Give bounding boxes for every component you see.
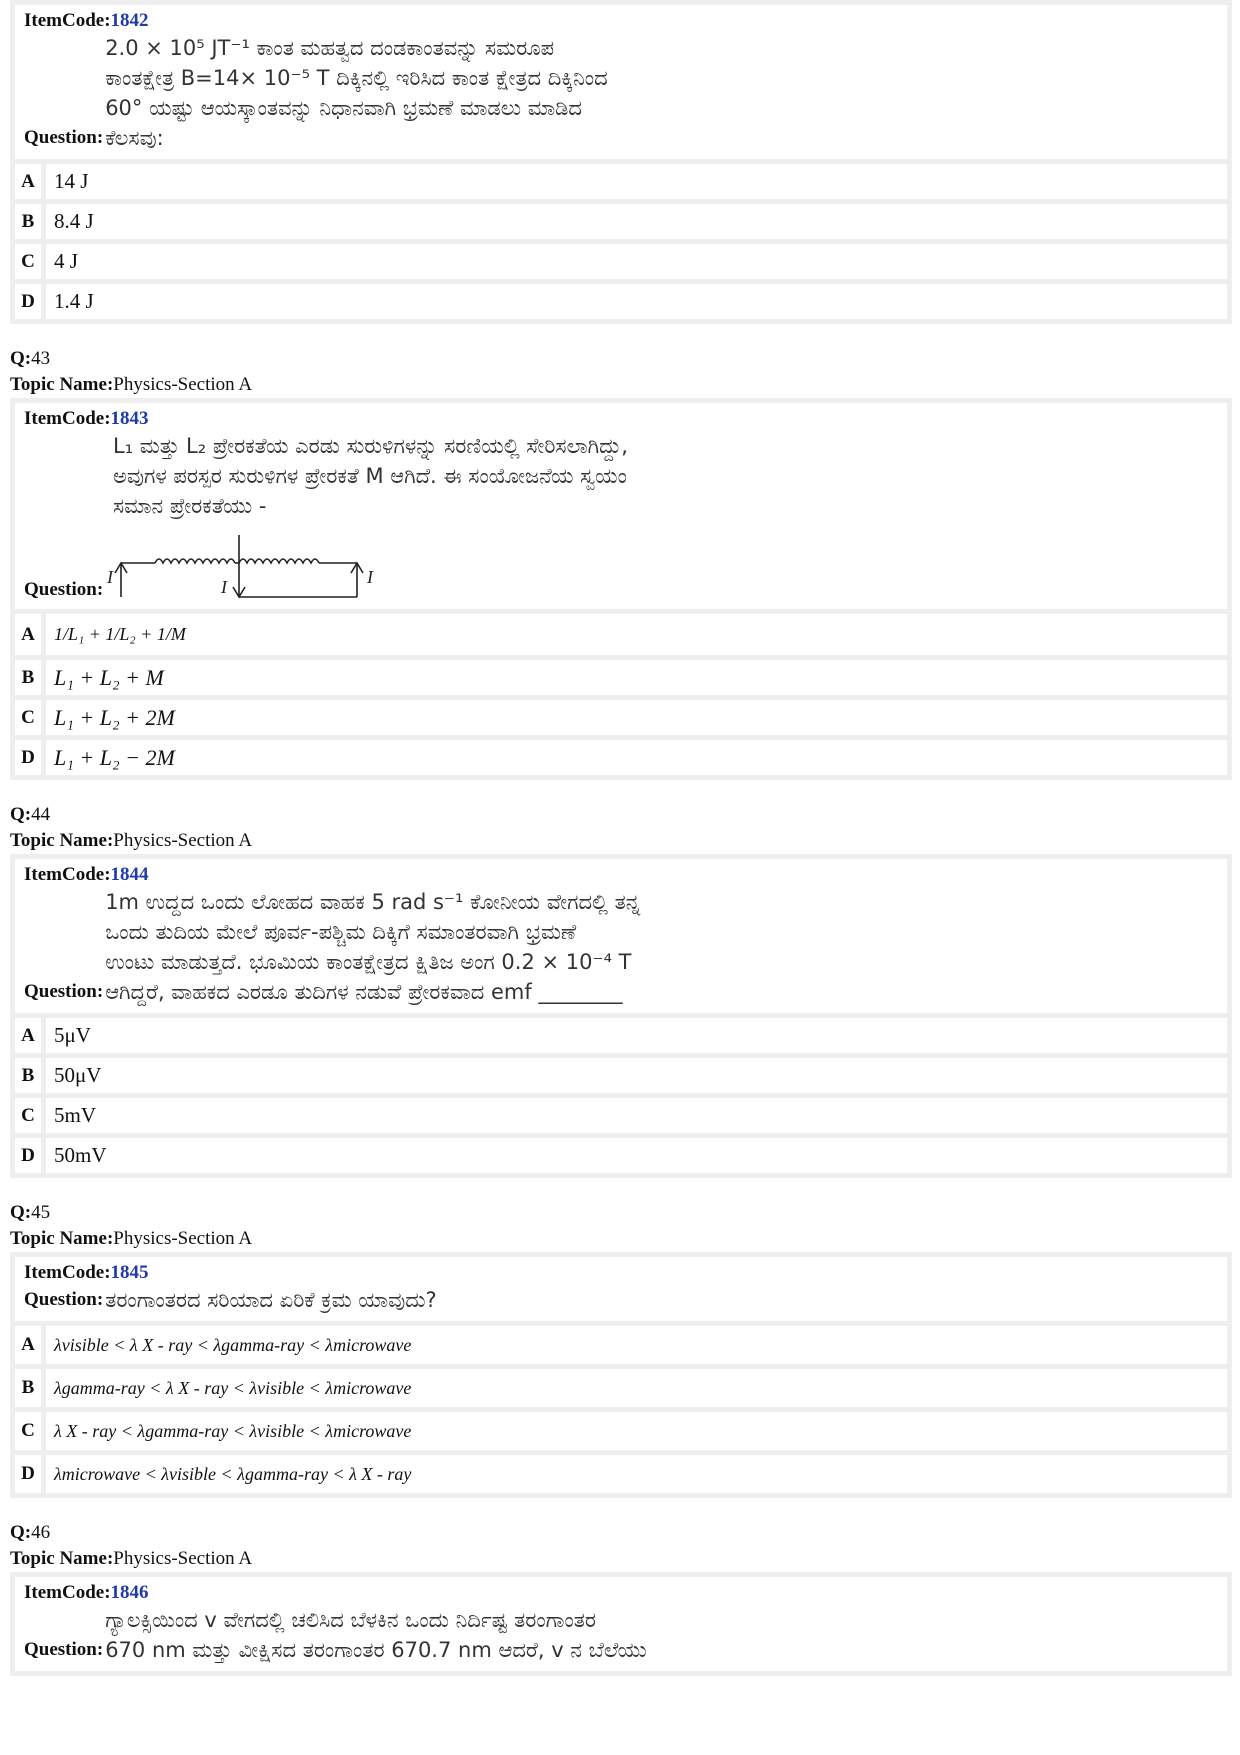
item-box-1846	[10, 1572, 1232, 1676]
question-text	[24, 431, 1219, 521]
option-letter: C	[15, 1412, 46, 1450]
option-letter: C	[15, 700, 46, 735]
question-line-1: L₁ ಮತ್ತು L₂ ಪ್ರೇರಕತೆಯ ಎರಡು ಸುರುಳಿಗಳನ್ನು ಸರಣಿಯಲ್ಲಿ ಸೇರಿಸಲಾಗಿದ್ದು,	[113, 434, 628, 458]
question-line-1: 2.0 × 10⁵ JT⁻¹ ಕಾಂತ ಮಹತ್ವದ ದಂಡಕಾಂತವನ್ನು ಸಮರೂಪ	[105, 36, 555, 60]
item-code: 1845	[110, 1262, 149, 1283]
option-text: λvisible < λ X - ray < λgamma-ray < λmicrowave	[54, 1334, 412, 1355]
option-row[interactable]	[15, 1093, 1227, 1133]
option-text: 1/L₁ + 1/L₂ + 1/M	[54, 624, 186, 644]
item-code: 1844	[110, 864, 149, 885]
item-box-1844	[10, 854, 1232, 1178]
question-line-2: 670 nm ಮತ್ತು ವೀಕ್ಷಿಸದ ತರಂಗಾಂತರ 670.7 nm ಆದರೆ, v ನ ಬೆಲೆಯು	[105, 1638, 647, 1662]
option-letter: D	[15, 284, 46, 319]
option-text: L₁ + L₂ − 2M	[54, 744, 175, 770]
option-letter: D	[15, 1455, 46, 1493]
question-line-3: ಸಮಾನ ಪ್ರೇರಕತೆಯು -	[113, 494, 267, 518]
option-letter: A	[15, 1018, 46, 1053]
question-text	[105, 33, 607, 153]
option-letter: A	[15, 1326, 46, 1364]
current-label-middle: I	[221, 577, 228, 597]
option-text: 4 J	[54, 249, 78, 273]
question-number: Q:44	[10, 804, 51, 825]
item-code: 1843	[110, 408, 149, 429]
item-code-line: ItemCode:1846	[24, 1582, 149, 1603]
question-line-2: ಒಂದು ತುದಿಯ ಮೇಲೆ ಪೂರ್ವ-ಪಶ್ಚಿಮ ದಿಕ್ಕಿಗೆ ಸಮಾಂತರವಾಗಿ ಭ್ರಮಣೆ	[105, 920, 577, 944]
option-row[interactable]	[15, 655, 1227, 695]
topic-name: Topic Name:Physics-Section A	[10, 374, 253, 395]
option-row[interactable]	[15, 1053, 1227, 1093]
option-letter: B	[15, 1369, 46, 1407]
question-label: Question:	[24, 1289, 104, 1310]
option-row[interactable]	[15, 695, 1227, 735]
question-line-4: ಕೆಲಸವು:	[105, 126, 164, 150]
option-text: 5mV	[54, 1103, 96, 1127]
item-code: 1842	[110, 10, 149, 31]
option-text: 8.4 J	[54, 209, 94, 233]
question-line-4: ಆಗಿದ್ದರೆ, ವಾಹಕದ ಎರಡೂ ತುದಿಗಳ ನಡುವೆ ಪ್ರೇರಕವಾದ emf ________	[105, 980, 623, 1004]
option-row[interactable]	[15, 279, 1227, 319]
question-text	[105, 1605, 647, 1665]
option-letter: B	[15, 1058, 46, 1093]
item-code-line: ItemCode:1842	[24, 10, 149, 31]
option-letter: A	[15, 614, 46, 655]
option-row[interactable]	[15, 735, 1227, 775]
question-line-2: ಅವುಗಳ ಪರಸ್ಪರ ಸುರುಳಿಗಳ ಪ್ರೇರಕತೆ M ಆಗಿದೆ. ಈ ಸಂಯೋಜನೆಯ ಸ್ವಯಂ	[113, 464, 627, 488]
option-text: 50μV	[54, 1063, 102, 1087]
question-number: Q:46	[10, 1522, 51, 1543]
option-row[interactable]	[15, 1133, 1227, 1173]
question-text	[105, 887, 640, 1007]
option-text: λgamma-ray < λ X - ray < λvisible < λmicrowave	[54, 1377, 412, 1398]
question-line-1: ತರಂಗಾಂತರದ ಸರಿಯಾದ ಏರಿಕೆ ಕ್ರಮ ಯಾವುದು?	[105, 1288, 437, 1312]
question-line-1: ಗ್ಯಾಲಕ್ಸಿಯಿಂದ v ವೇಗದಲ್ಲಿ ಚಲಿಸಿದ ಬೆಳಕಿನ ಒಂದು ನಿರ್ದಿಷ್ಟ ತರಂಗಾಂತರ	[105, 1608, 597, 1632]
item-code: 1846	[110, 1582, 149, 1603]
item-code-line: ItemCode:1844	[24, 864, 149, 885]
option-letter: B	[15, 204, 46, 239]
option-text: λmicrowave < λvisible < λgamma-ray < λ X - ray	[54, 1463, 412, 1484]
option-letter: D	[15, 1138, 46, 1173]
question-number: Q:45	[10, 1202, 51, 1223]
option-row[interactable]	[15, 1364, 1227, 1407]
option-row[interactable]	[15, 1013, 1227, 1053]
question-label: Question:	[24, 127, 104, 148]
question-line-3: ಉಂಟು ಮಾಡುತ್ತದೆ. ಭೂಮಿಯ ಕಾಂತಕ್ಷೇತ್ರದ ಕ್ಷಿತಿಜ ಅಂಗ 0.2 × 10⁻⁴ T	[105, 950, 632, 974]
option-text: 14 J	[54, 169, 89, 193]
option-text: L₁ + L₂ + 2M	[54, 704, 175, 730]
option-text: 50mV	[54, 1143, 107, 1167]
topic-name: Topic Name:Physics-Section A	[10, 830, 253, 851]
option-row[interactable]	[15, 159, 1227, 199]
option-text: L₁ + L₂ + M	[54, 664, 164, 690]
topic-name: Topic Name:Physics-Section A	[10, 1228, 253, 1249]
option-row[interactable]	[15, 609, 1227, 655]
option-row[interactable]	[15, 239, 1227, 279]
item-box-1843	[10, 398, 1232, 780]
option-text: λ X - ray < λgamma-ray < λvisible < λmicrowave	[54, 1420, 412, 1441]
option-letter: C	[15, 244, 46, 279]
question-label: Question:	[24, 981, 104, 1002]
option-letter: A	[15, 164, 46, 199]
question-line-1: 1m ಉದ್ದದ ಒಂದು ಲೋಹದ ವಾಹಕ 5 rad s⁻¹ ಕೋನೀಯ ವೇಗದಲ್ಲಿ ತನ್ನ	[105, 890, 641, 914]
topic-name: Topic Name:Physics-Section A	[10, 1548, 253, 1569]
option-row[interactable]	[15, 199, 1227, 239]
question-number: Q:43	[10, 348, 51, 369]
option-row[interactable]	[15, 1450, 1227, 1493]
option-letter: B	[15, 660, 46, 695]
question-line-2: ಕಾಂತಕ್ಷೇತ್ರ B=14× 10⁻⁵ T ದಿಕ್ಕಿನಲ್ಲಿ ಇರಿಸಿದ ಕಾಂತ ಕ್ಷೇತ್ರದ ದಿಕ್ಕಿನಿಂದ	[105, 66, 608, 90]
current-label-right: I	[367, 567, 374, 587]
question-line-3: 60° ಯಷ್ಟು ಆಯಸ್ಕಾಂತವನ್ನು ನಿಧಾನವಾಗಿ ಭ್ರಮಣೆ ಮಾಡಲು ಮಾಡಿದ	[105, 96, 582, 120]
current-label-left: I	[107, 567, 114, 587]
question-label: Question:	[24, 579, 104, 600]
question-line	[24, 33, 1219, 153]
item-box-1842	[10, 0, 1232, 324]
option-row[interactable]	[15, 1407, 1227, 1450]
question-text	[105, 1285, 436, 1315]
item-box-1845	[10, 1252, 1232, 1498]
option-text: 5μV	[54, 1023, 91, 1047]
option-letter: D	[15, 740, 46, 775]
option-row[interactable]	[15, 1321, 1227, 1364]
option-letter: C	[15, 1098, 46, 1133]
item-code-line: ItemCode:1845	[24, 1262, 149, 1283]
inductor-circuit-diagram	[105, 533, 405, 603]
question-label: Question:	[24, 1639, 104, 1660]
option-text: 1.4 J	[54, 289, 94, 313]
item-code-line: ItemCode:1843	[24, 408, 149, 429]
